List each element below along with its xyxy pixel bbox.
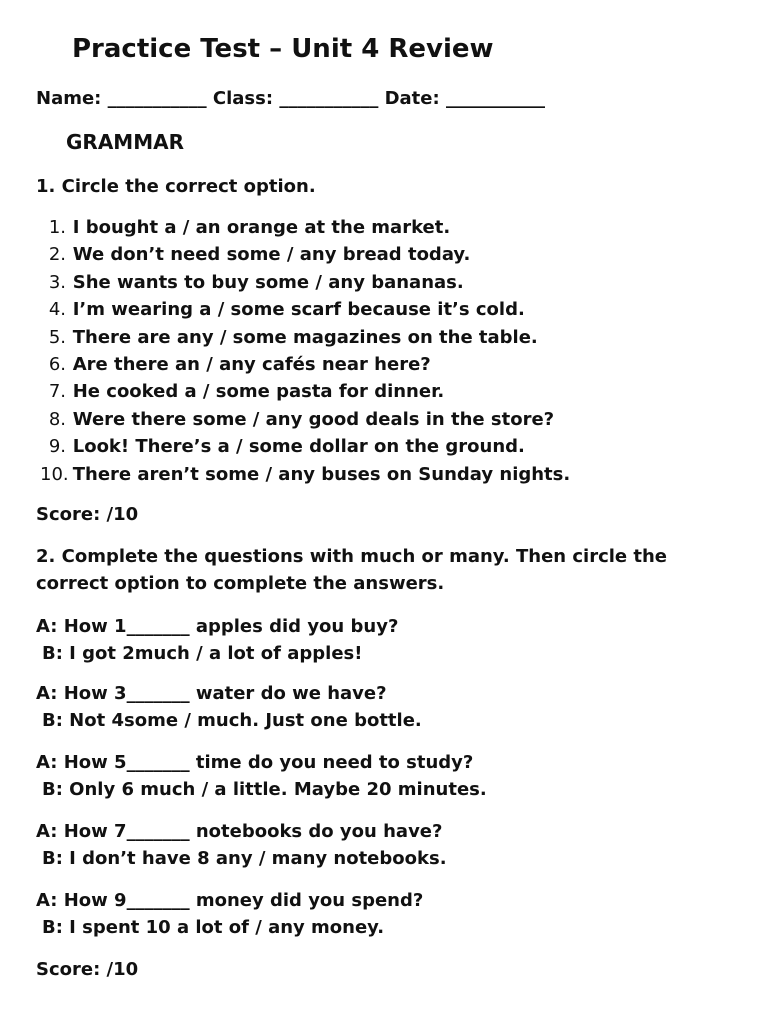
item-sentence: I’m wearing a / some scarf because it’s cold.: [72, 299, 525, 321]
list-item: [40, 296, 570, 323]
section-heading: GRAMMAR: [66, 130, 184, 154]
item-number: 5.: [48, 326, 66, 348]
exercise2-heading: 2. Complete the questions with much or many. Then circle the correct option to complete the answers.: [36, 546, 668, 594]
exercise1-list: [40, 214, 570, 488]
question-a: A: How 3_______ water do we have?: [36, 683, 387, 704]
list-item: [40, 214, 570, 241]
question-a: A: How 1_______ apples did you buy?: [36, 616, 399, 637]
answer-b: B: Not 4some / much. Just one bottle.: [42, 710, 422, 731]
item-sentence: I bought a / an orange at the market.: [72, 217, 451, 238]
item-sentence: She wants to buy some / any bananas.: [72, 271, 464, 293]
list-item: [40, 433, 570, 460]
list-item: [40, 241, 570, 268]
question-a: A: How 5_______ time do you need to study?: [36, 752, 474, 773]
answer-b: B: I spent 10 a lot of / any money.: [42, 917, 385, 938]
list-item: [40, 269, 570, 296]
item-number: 1.: [48, 217, 66, 238]
list-item: [40, 324, 570, 351]
list-item: [40, 351, 570, 378]
item-number: 3.: [48, 271, 66, 293]
item-number: 10.: [40, 463, 69, 485]
item-number: 8.: [48, 408, 66, 430]
item-sentence: Were there some / any good deals in the store?: [72, 408, 555, 430]
exercise2-score: Score: /10: [36, 959, 139, 980]
exercise1-heading: 1. Circle the correct option.: [36, 176, 316, 197]
answer-b: B: Only 6 much / a little. Maybe 20 minutes.: [42, 779, 487, 800]
answer-b: B: I don’t have 8 any / many notebooks.: [42, 848, 447, 869]
item-sentence: Look! There’s a / some dollar on the ground.: [72, 436, 525, 458]
item-number: 7.: [48, 381, 66, 403]
list-item: [40, 378, 570, 405]
dialogue-3: [36, 749, 487, 803]
item-sentence: He cooked a / some pasta for dinner.: [72, 381, 445, 403]
dialogue-2: [36, 680, 422, 734]
dialogue-5: [36, 887, 423, 941]
student-info-line: Name: ___________ Class: ___________ Date: ___________: [36, 88, 545, 109]
item-sentence: There are any / some magazines on the table.: [72, 326, 538, 348]
item-number: 2.: [48, 244, 66, 266]
item-sentence: We don’t need some / any bread today.: [72, 244, 471, 266]
item-sentence: Are there an / any cafés near here?: [72, 353, 431, 375]
exercise1-score: Score: /10: [36, 504, 139, 525]
item-number: 9.: [48, 436, 66, 458]
list-item: [40, 461, 570, 488]
question-a: A: How 9_______ money did you spend?: [36, 890, 424, 911]
item-number: 6.: [48, 353, 66, 375]
question-a: A: How 7_______ notebooks do you have?: [36, 821, 443, 842]
item-number: 4.: [48, 299, 66, 321]
item-sentence: There aren’t some / any buses on Sunday nights.: [72, 463, 571, 485]
dialogue-1: [36, 613, 398, 667]
answer-b: B: I got 2much / a lot of apples!: [42, 643, 363, 664]
page-title: Practice Test – Unit 4 Review: [72, 34, 494, 64]
dialogue-4: [36, 818, 447, 872]
list-item: [40, 406, 570, 433]
